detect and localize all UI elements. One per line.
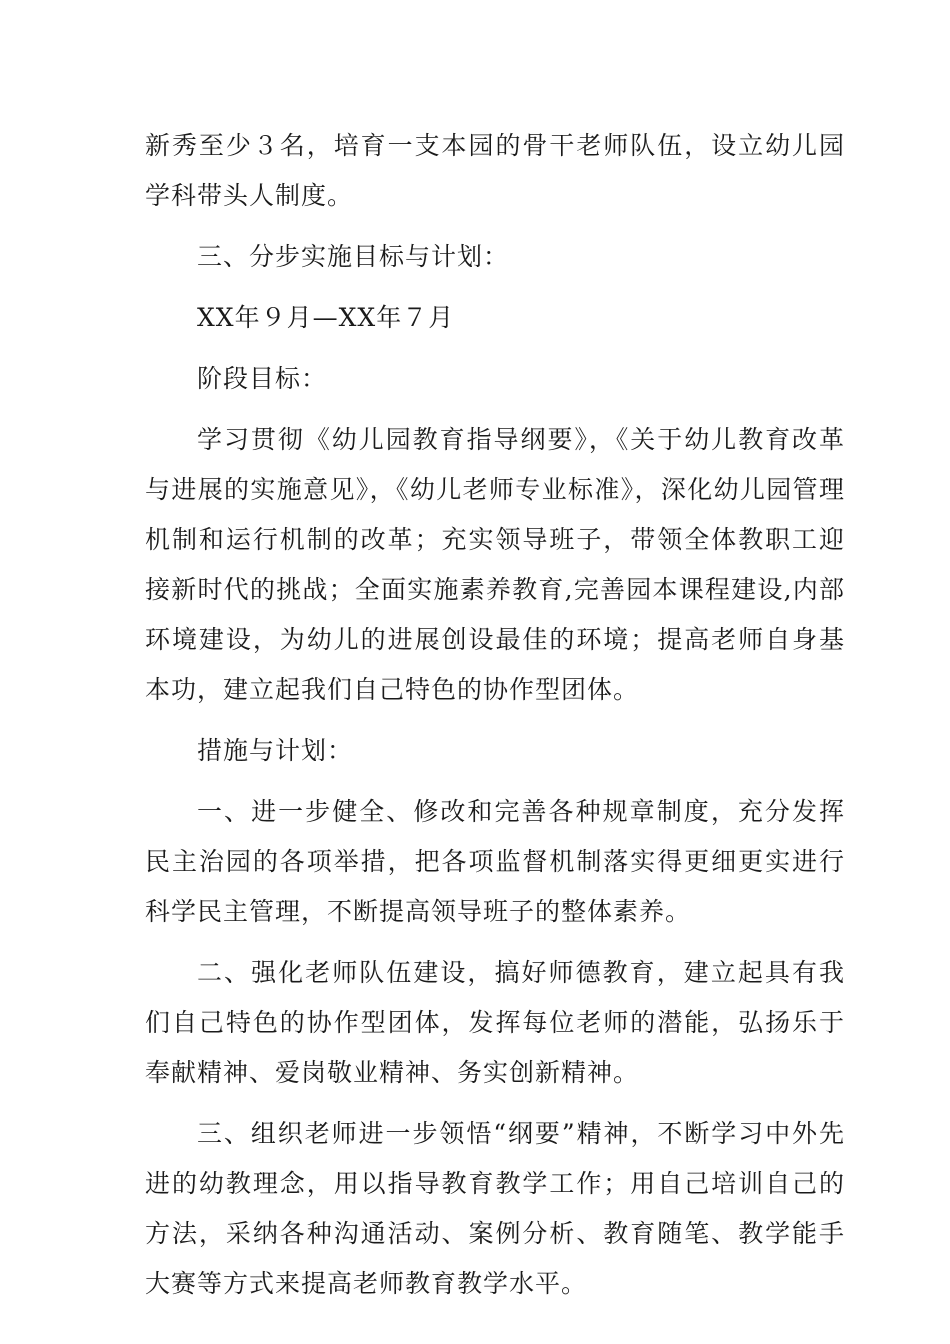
stage-goal-text: 学习贯彻《幼儿园教育指导纲要》，《关于幼儿教育改革与进展的实施意见》，《幼儿老师专业标准》，深化幼儿园管理机制和运行机制的改革；充实领导班子，带领全体教职工迎接新时代的挑战；全面实施素养教育,完善园本课程建设,内部环境建设，为幼儿的进展创设最佳的环境；提高老师自身基本功，建立起我们自己特色的协作型团体。 [145, 425, 845, 704]
paragraph-continuation: 新秀至少３名，培育一支本园的骨干老师队伍，设立幼儿园学科带头人制度。 [145, 131, 845, 210]
measure-item-2: 二、强化老师队伍建设，搞好师德教育，建立起具有我们自己特色的协作型团体，发挥每位老师的潜能，弘扬乐于奉献精神、爱岗敬业精神、务实创新精神。 [145, 958, 845, 1087]
stage-goal-heading: 阶段目标： [197, 364, 328, 393]
section-heading-plan: 三、分步实施目标与计划： [197, 242, 510, 271]
date-range: XX年９月—XX年７月 [197, 303, 455, 332]
measure-item-3: 三、组织老师进一步领悟“纲要”精神，不断学习中外先进的幼教理念，用以指导教育教学工作；用自己培训自己的方法，采纳各种沟通活动、案例分析、教育随笔、教学能手大赛等方式来提高老师教育教学水平。 [145, 1119, 845, 1298]
measures-heading: 措施与计划： [197, 736, 354, 765]
document-body [145, 121, 845, 1320]
measure-item-1: 一、进一步健全、修改和完善各种规章制度，充分发挥民主治园的各项举措，把各项监督机制落实得更细更实进行科学民主管理，不断提高领导班子的整体素养。 [145, 797, 845, 926]
